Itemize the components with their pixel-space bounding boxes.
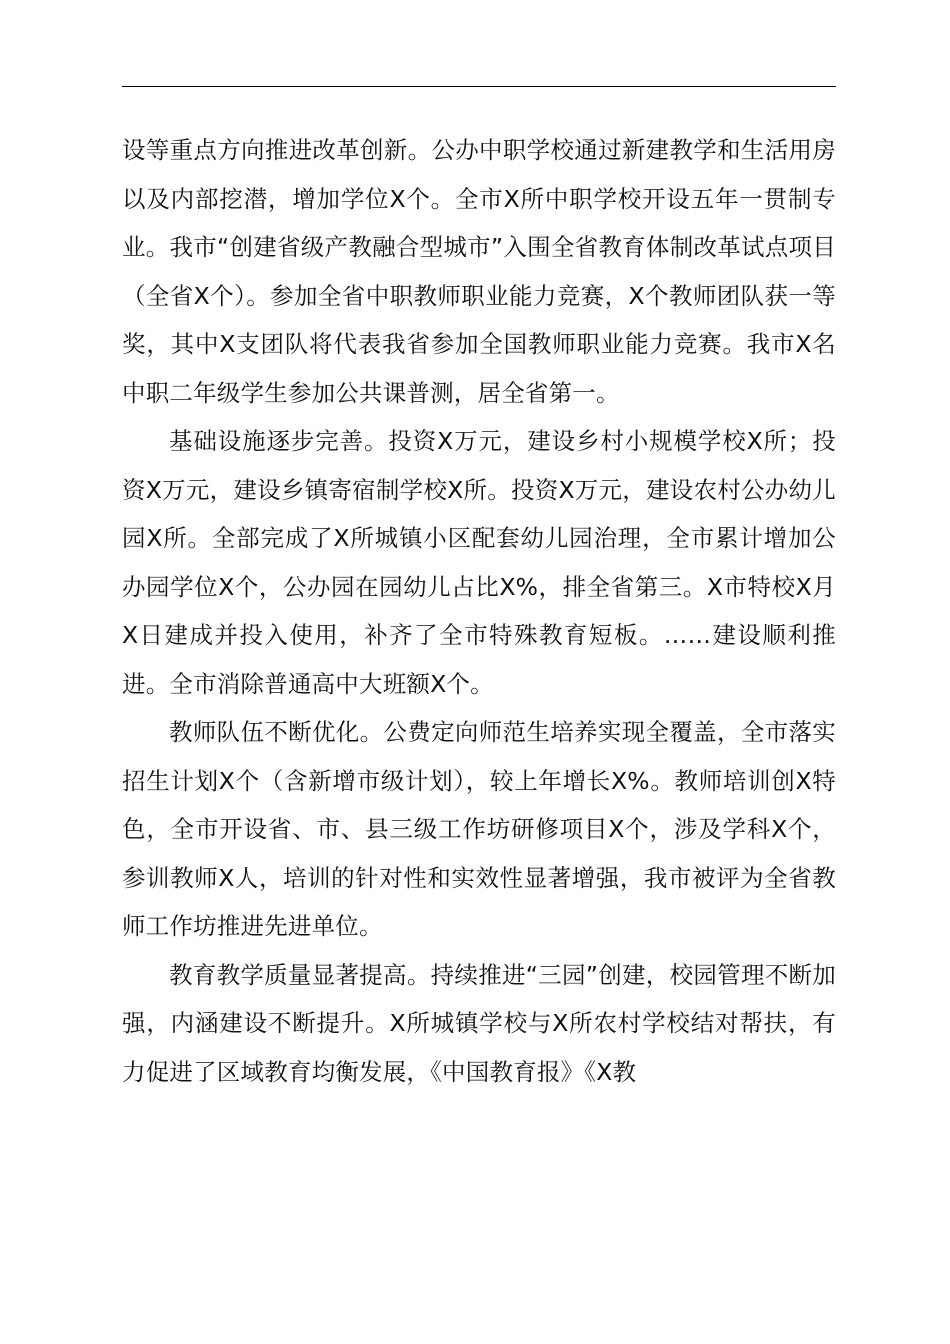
paragraph-infrastructure: 基础设施逐步完善。投资X万元，建设乡村小规模学校X所；投资X万元，建设乡镇寄宿制学校X所。投资X万元，建设农村公办幼儿园X所。全部完成了X所城镇小区配套幼儿园治理，全市累计增加公办园学位X个，公办园在园幼儿占比X%，排全省第三。X市特校X月X日建成并投入使用，补齐了全市特殊教育短板。……建设顺利推进。全市消除普通高中大班额X个。 [122, 427, 836, 698]
paragraph-teacher-team: 教师队伍不断优化。公费定向师范生培养实现全覆盖，全市落实招生计划X个（含新增市级计划），较上年增长X%。教师培训创X特色，全市开设省、市、县三级工作坊研修项目X个，涉及学科X个，参训教师X人，培训的针对性和实效性显著增强，我市被评为全省教师工作坊推进先进单位。 [122, 718, 836, 940]
paragraph-vocational-education: 设等重点方向推进改革创新。公办中职学校通过新建教学和生活用房以及内部挖潜，增加学位X个。全市X所中职学校开设五年一贯制专业。我市“创建省级产教融合型城市”入围全省教育体制改革试点项目（全省X个）。参加全省中职教师职业能力竞赛，X个教师团队获一等奖，其中X支团队将代表我省参加全国教师职业能力竞赛。我市X名中职二年级学生参加公共课普测，居全省第一。 [122, 136, 836, 407]
header-rule [122, 86, 836, 87]
document-body [122, 126, 836, 1096]
paragraph-teaching-quality: 教育教学质量显著提高。持续推进“三园”创建，校园管理不断加强，内涵建设不断提升。X所城镇学校与X所农村学校结对帮扶，有力促进了区域教育均衡发展，《中国教育报》《X教 [122, 960, 836, 1086]
